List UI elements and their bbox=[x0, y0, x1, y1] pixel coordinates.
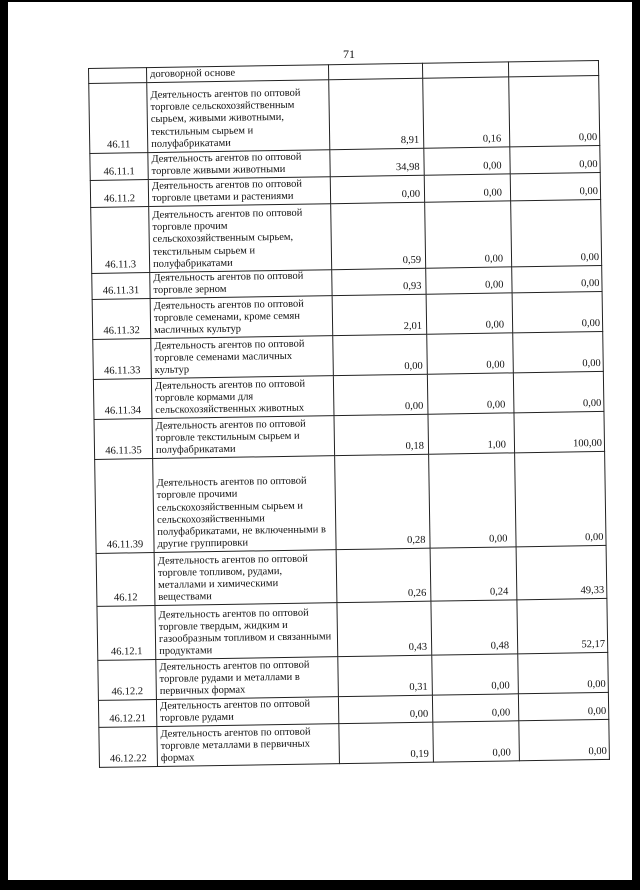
value-col-3: 0,00 bbox=[518, 653, 609, 694]
value-col-1: 0,00 bbox=[338, 696, 432, 724]
value-col-3: 0,00 bbox=[509, 75, 600, 146]
value-col-1: 2,01 bbox=[332, 295, 427, 336]
value-col-3: 0,00 bbox=[510, 172, 600, 200]
value-col-2: 0,00 bbox=[426, 267, 512, 295]
value-col-1: 0,19 bbox=[339, 723, 434, 764]
okved-code bbox=[89, 68, 147, 84]
value-col-2: 0,00 bbox=[427, 373, 514, 414]
value-col-2: 1,00 bbox=[428, 413, 515, 454]
value-col-1: 0,00 bbox=[333, 335, 428, 376]
value-col-2: 0,00 bbox=[429, 453, 516, 548]
table-row bbox=[96, 546, 607, 607]
activity-name: Деятельность агентов по оптовой торговле твердым, жидким и газообразным топливом и связанными продуктами bbox=[155, 603, 338, 660]
document-page bbox=[8, 2, 632, 880]
value-col-2: 0,16 bbox=[423, 77, 510, 148]
value-col-2 bbox=[422, 62, 508, 78]
value-col-3: 0,00 bbox=[511, 199, 602, 266]
value-col-1: 8,91 bbox=[329, 78, 424, 149]
okved-code: 46.11.35 bbox=[94, 419, 153, 460]
table-row bbox=[95, 452, 606, 554]
activity-name: Деятельность агентов по оптовой торговле семенами, кроме семян масличных культур bbox=[150, 296, 333, 339]
table-row bbox=[91, 199, 602, 273]
okved-code: 46.11.3 bbox=[91, 207, 150, 274]
value-col-3: 0,00 bbox=[513, 332, 604, 373]
activity-name: Деятельность агентов по оптовой торговле топливом, рудами, металлами и химическими веществами bbox=[154, 550, 337, 606]
value-col-2: 0,00 bbox=[424, 174, 510, 202]
activity-name: Деятельность агентов по оптовой торговле металлами в первичных формах bbox=[157, 724, 340, 767]
value-col-1: 0,00 bbox=[333, 375, 428, 416]
value-col-1: 0,28 bbox=[335, 455, 430, 550]
value-col-3: 0,00 bbox=[510, 145, 600, 173]
value-col-1: 0,43 bbox=[337, 602, 432, 657]
activity-name: Деятельность агентов по оптовой торговле прочим сельскохозяйственным сырьем, текстильным сырьем и полуфабрикатами bbox=[149, 204, 332, 273]
activity-name: договорной основе bbox=[147, 65, 329, 83]
value-col-1: 0,59 bbox=[331, 202, 426, 269]
okved-code: 46.11.1 bbox=[90, 153, 148, 181]
table-row bbox=[99, 720, 610, 768]
value-col-2: 0,00 bbox=[424, 147, 510, 175]
okved-code: 46.11.34 bbox=[93, 379, 152, 420]
value-col-3 bbox=[508, 60, 598, 76]
okved-code: 46.11.39 bbox=[95, 459, 154, 554]
okved-code: 46.12.2 bbox=[98, 660, 157, 701]
value-col-1: 34,98 bbox=[330, 148, 424, 176]
okved-code: 46.11.33 bbox=[93, 339, 152, 380]
activity-name: Деятельность агентов по оптовой торговле сельскохозяйственным сырьем, живыми животными, текстильным сырьем и полуфабрикатами bbox=[147, 80, 330, 153]
value-col-3: 0,00 bbox=[512, 265, 602, 293]
value-col-3: 0,00 bbox=[512, 292, 603, 333]
value-col-2: 0,00 bbox=[432, 694, 518, 722]
activity-name: Деятельность агентов по оптовой торговле кормами для сельскохозяйственных животных bbox=[151, 376, 334, 419]
value-col-3: 100,00 bbox=[514, 412, 605, 453]
value-col-3: 52,17 bbox=[517, 599, 608, 654]
okved-code: 46.11 bbox=[89, 83, 148, 154]
okved-code: 46.12.22 bbox=[99, 727, 158, 768]
activity-name: Деятельность агентов по оптовой торговле рудами bbox=[156, 697, 338, 727]
table-row bbox=[97, 599, 608, 661]
activity-name: Деятельность агентов по оптовой торговле текстильным сырьем и полуфабрикатами bbox=[152, 416, 335, 459]
value-col-1: 0,00 bbox=[330, 175, 424, 203]
okved-code: 46.11.32 bbox=[92, 299, 151, 340]
value-col-2: 0,48 bbox=[431, 600, 518, 655]
value-col-2: 0,24 bbox=[430, 547, 517, 601]
value-col-2: 0,00 bbox=[427, 333, 514, 374]
table-body bbox=[89, 60, 610, 767]
okved-code: 46.12.1 bbox=[97, 606, 156, 661]
activity-table bbox=[88, 60, 610, 768]
value-col-2: 0,00 bbox=[426, 293, 513, 334]
okved-code: 46.11.31 bbox=[92, 273, 150, 300]
value-col-3: 0,00 bbox=[519, 720, 610, 761]
value-col-2: 0,00 bbox=[433, 721, 520, 762]
value-col-1: 0,31 bbox=[338, 656, 433, 697]
okved-code: 46.12.21 bbox=[98, 700, 156, 728]
value-col-1: 0,26 bbox=[336, 549, 431, 603]
activity-name: Деятельность агентов по оптовой торговле зерном bbox=[150, 270, 332, 299]
value-col-3: 0,00 bbox=[513, 372, 604, 413]
okved-code: 46.11.2 bbox=[90, 180, 148, 208]
activity-name: Деятельность агентов по оптовой торговле цветами и растениями bbox=[148, 177, 330, 207]
activity-name: Деятельность агентов по оптовой торговле семенами масличных культур bbox=[151, 336, 334, 379]
value-col-1: 0,18 bbox=[334, 415, 429, 456]
okved-code: 46.12 bbox=[96, 553, 155, 607]
activity-name: Деятельность агентов по оптовой торговле живыми животными bbox=[148, 150, 330, 180]
value-col-1: 0,93 bbox=[332, 268, 426, 296]
value-col-2: 0,00 bbox=[425, 201, 512, 268]
value-col-3: 0,00 bbox=[518, 693, 608, 721]
value-col-1 bbox=[328, 63, 422, 79]
value-col-3: 49,33 bbox=[516, 546, 607, 600]
table-row bbox=[89, 75, 600, 153]
activity-name: Деятельность агентов по оптовой торговле рудами и металлами в первичных формах bbox=[156, 657, 339, 700]
page-number: 71 bbox=[343, 47, 355, 61]
value-col-3: 0,00 bbox=[515, 452, 606, 547]
activity-name: Деятельность агентов по оптовой торговле прочими сельскохозяйственным сырьем и сельскохозяйственными полуфабрикатами, не включенными в другие группировки bbox=[153, 456, 336, 553]
value-col-2: 0,00 bbox=[432, 654, 519, 695]
